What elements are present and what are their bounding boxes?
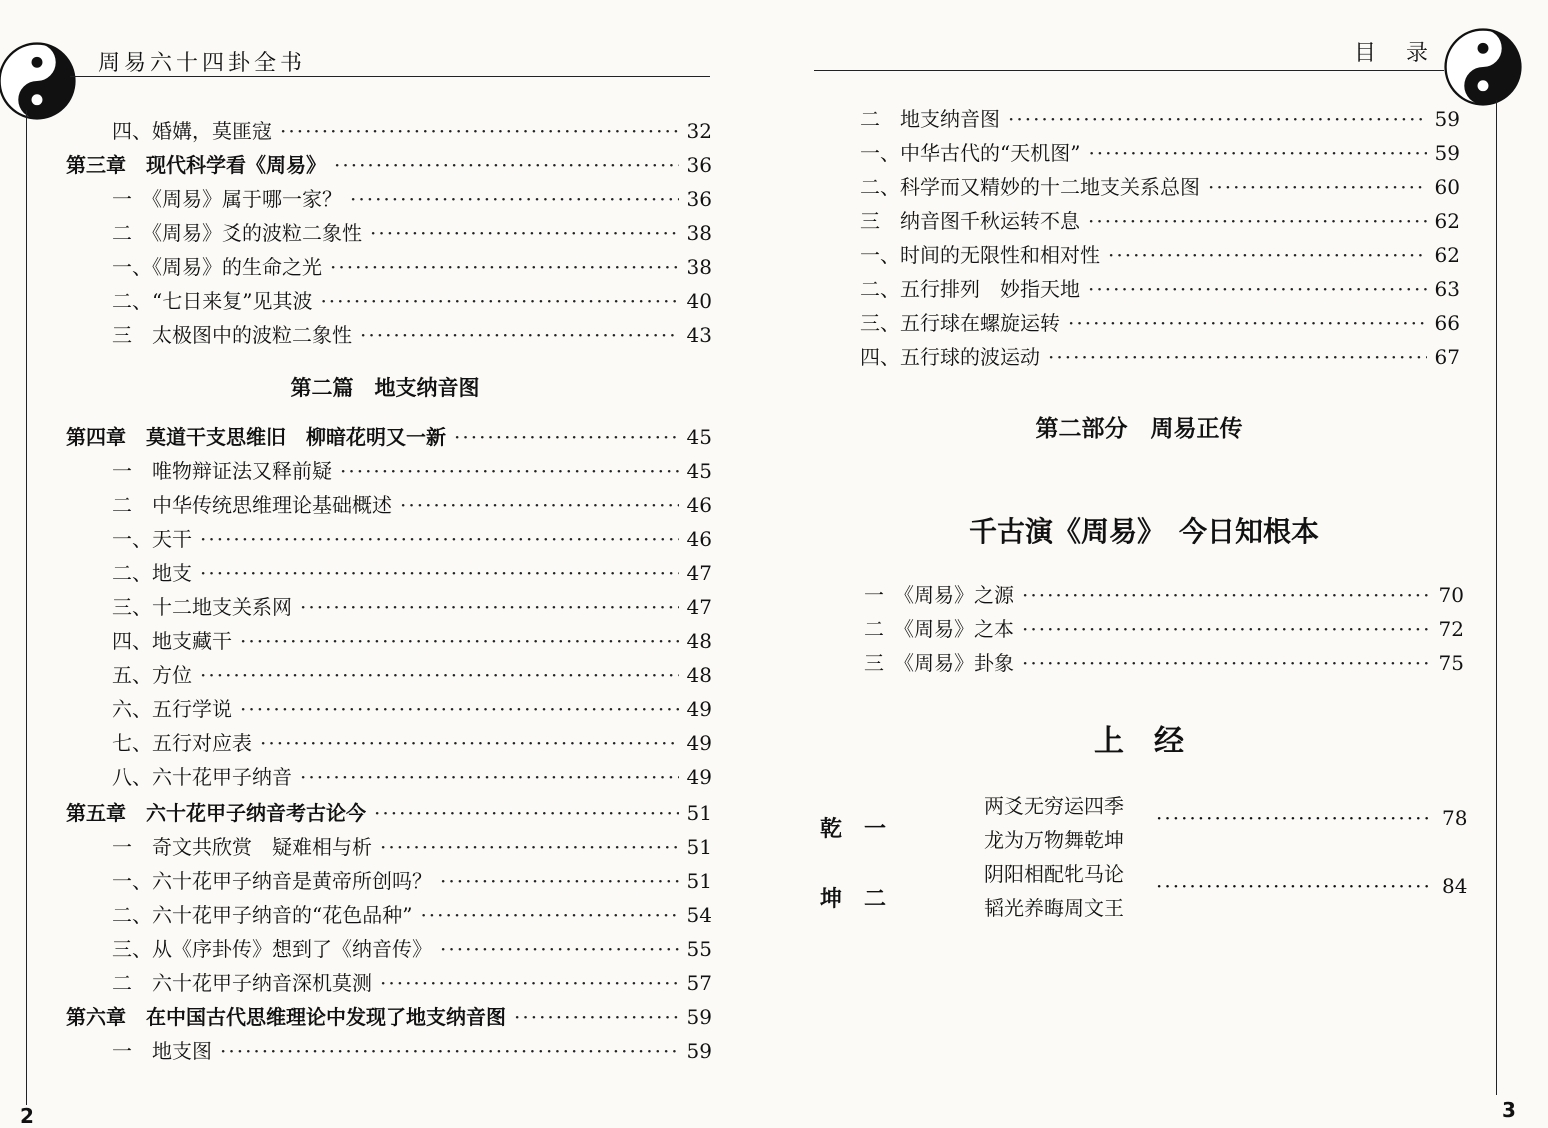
- toc-entry-title: 二、六十花甲子纳音的“花色品种”: [112, 903, 413, 927]
- toc-entry-page: 66: [1434, 311, 1460, 335]
- toc-entry[interactable]: [112, 864, 712, 898]
- toc-entry-page: 55: [686, 937, 712, 961]
- toc-entry[interactable]: [112, 658, 712, 692]
- leader-dots: [1022, 578, 1431, 612]
- toc-entry-title: 二 《周易》爻的波粒二象性: [112, 221, 362, 245]
- toc-entry-page: 49: [686, 765, 712, 789]
- toc-entry-page: 59: [1434, 107, 1460, 131]
- toc-entry-title: 一 《周易》之源: [864, 583, 1014, 607]
- leader-dots: [370, 216, 679, 250]
- toc-entry-page: 46: [686, 493, 712, 517]
- toc-entry-title: 第六章 在中国古代思维理论中发现了地支纳音图: [66, 1005, 506, 1029]
- page-number: 3: [1502, 1098, 1516, 1122]
- toc-entry-title: 一、六十花甲子纳音是黄帝所创吗？: [112, 869, 432, 893]
- toc-entry-title: 一、《周易》的生命之光: [112, 255, 322, 279]
- leader-dots: [440, 864, 679, 898]
- toc-entry-page: 48: [686, 629, 712, 653]
- toc-entry-page: 59: [1434, 141, 1460, 165]
- toc-entry[interactable]: [112, 966, 712, 1000]
- toc-entry[interactable]: [112, 692, 712, 726]
- toc-entry-page: 48: [686, 663, 712, 687]
- toc-entry-title: 一 唯物辩证法又释前疑: [112, 459, 332, 483]
- toc-entry-page: 59: [686, 1005, 712, 1029]
- leader-dots: [300, 590, 679, 624]
- leader-dots: [1108, 238, 1427, 272]
- part-heading: 第二篇 地支纳音图: [290, 376, 480, 400]
- gua-name-kun: 坤 二: [820, 887, 887, 912]
- toc-entry[interactable]: [112, 932, 712, 966]
- toc-entry-page: 46: [686, 527, 712, 551]
- page-number: 2: [20, 1104, 34, 1128]
- toc-entry-title: 一 《周易》属于哪一家？: [112, 187, 342, 211]
- toc-entry-title: 三、从《序卦传》想到了《纳音传》: [112, 937, 432, 961]
- leader-dots: [260, 726, 679, 760]
- section-heading: 千古演《周易》 今日知根本: [968, 515, 1319, 548]
- leader-dots: [400, 488, 679, 522]
- toc-entry[interactable]: [112, 250, 712, 284]
- toc-entry-page: 70: [1438, 583, 1464, 607]
- leader-dots: [350, 182, 679, 216]
- toc-entry[interactable]: [112, 830, 712, 864]
- toc-entry[interactable]: [66, 1000, 712, 1034]
- toc-entry-page: 51: [686, 801, 712, 825]
- leader-dots: [360, 318, 679, 352]
- toc-entry-page: 38: [686, 221, 712, 245]
- gua-name-qian: 乾 一: [820, 817, 887, 842]
- leader-dots: [1048, 340, 1427, 374]
- gua-line: 韬光养晦周文王: [984, 896, 1124, 920]
- leader-dots: [300, 760, 679, 794]
- toc-entry-page: 45: [686, 425, 712, 449]
- toc-entry-title: 四、五行球的波运动: [860, 345, 1040, 369]
- leader-dots: [200, 658, 679, 692]
- toc-entry[interactable]: [864, 612, 1464, 646]
- toc-entry-page: 54: [686, 903, 712, 927]
- toc-entry-page: 38: [686, 255, 712, 279]
- toc-entry[interactable]: [112, 284, 712, 318]
- toc-entry[interactable]: [864, 578, 1464, 612]
- toc-entry-title: 二、科学而又精妙的十二地支关系总图: [860, 175, 1200, 199]
- gua-line: 龙为万物舞乾坤: [984, 828, 1124, 852]
- gua-line: 阴阳相配牝马论: [984, 862, 1124, 886]
- leader-dots: [1156, 874, 1432, 898]
- toc-entry[interactable]: [860, 306, 1460, 340]
- toc-entry-page: 49: [686, 697, 712, 721]
- toc-entry-title: 三 《周易》卦象: [864, 651, 1014, 675]
- leader-dots: [1088, 136, 1426, 170]
- leader-dots: [514, 1000, 679, 1034]
- yin-yang-icon: [0, 42, 76, 120]
- toc-entry[interactable]: [112, 898, 712, 932]
- toc-entry-title: 二、五行排列 妙指天地: [860, 277, 1080, 301]
- toc-entry-page: 40: [686, 289, 712, 313]
- toc-entry-page: 49: [686, 731, 712, 755]
- toc-entry-title: 三、五行球在螺旋运转: [860, 311, 1060, 335]
- leader-dots: [280, 114, 679, 148]
- toc-entry-page: 57: [686, 971, 712, 995]
- toc-entry-title: 第四章 莫道干支思维旧 柳暗花明又一新: [66, 425, 446, 449]
- toc-entry-title: 二 六十花甲子纳音深机莫测: [112, 971, 372, 995]
- toc-entry[interactable]: [112, 590, 712, 624]
- yin-yang-icon: [1444, 28, 1522, 106]
- toc-entry-page: 47: [686, 561, 712, 585]
- gua-line: 两爻无穷运四季: [984, 794, 1124, 818]
- toc-entry-page: 60: [1434, 175, 1460, 199]
- leader-dots: [380, 966, 679, 1000]
- leader-dots: [200, 522, 679, 556]
- toc-entry-title: 第五章 六十花甲子纳音考古论今: [66, 801, 366, 825]
- toc-entry-page: 51: [686, 869, 712, 893]
- leader-dots: [220, 1034, 679, 1068]
- toc-entry-title: 三 太极图中的波粒二象性: [112, 323, 352, 347]
- toc-entry[interactable]: [860, 340, 1460, 374]
- toc-entry-title: 一 地支图: [112, 1039, 212, 1063]
- toc-entry[interactable]: [112, 488, 712, 522]
- toc-entry-page: 36: [686, 187, 712, 211]
- toc-entry-title: 一 奇文共欣赏 疑难相与析: [112, 835, 372, 859]
- toc-entry-title: 八、六十花甲子纳音: [112, 765, 292, 789]
- toc-entry[interactable]: [860, 204, 1460, 238]
- header-title: 周易六十四卦全书: [98, 51, 307, 76]
- toc-entry-page: 67: [1434, 345, 1460, 369]
- toc-entry-title: 四、地支藏干: [112, 629, 232, 653]
- gua-page[interactable]: 84: [1442, 874, 1468, 898]
- leader-dots: [1022, 646, 1431, 680]
- header-rule: [70, 76, 710, 77]
- gua-page[interactable]: 78: [1442, 806, 1468, 830]
- leader-dots: [1156, 806, 1432, 830]
- toc-entry-page: 43: [686, 323, 712, 347]
- leader-dots: [200, 556, 679, 590]
- toc-entry[interactable]: [112, 522, 712, 556]
- toc-entry[interactable]: [66, 420, 712, 454]
- toc-entry-title: 六、五行学说: [112, 697, 232, 721]
- header-rule: [814, 70, 1444, 71]
- leader-dots: [374, 796, 679, 830]
- jing-heading: 上 经: [1094, 724, 1184, 759]
- toc-entry[interactable]: [66, 148, 712, 182]
- leader-dots: [1022, 612, 1431, 646]
- toc-entry-page: 36: [686, 153, 712, 177]
- leader-dots: [1008, 102, 1427, 136]
- toc-entry[interactable]: [112, 114, 712, 148]
- toc-entry[interactable]: [860, 272, 1460, 306]
- side-rule: [26, 110, 27, 1105]
- toc-entry-title: 二、地支: [112, 561, 192, 585]
- toc-entry-page: 59: [686, 1039, 712, 1063]
- leader-dots: [454, 420, 679, 454]
- toc-entry[interactable]: [860, 170, 1460, 204]
- leader-dots: [340, 454, 679, 488]
- leader-dots: [440, 932, 679, 966]
- toc-entry[interactable]: [112, 1034, 712, 1068]
- toc-entry-title: 二 中华传统思维理论基础概述: [112, 493, 392, 517]
- toc-entry-title: 二、“七日来复”见其波: [112, 289, 313, 313]
- right-page: [774, 0, 1548, 1128]
- leader-dots: [240, 624, 679, 658]
- toc-entry[interactable]: [112, 454, 712, 488]
- toc-entry[interactable]: [860, 102, 1460, 136]
- leader-dots: [240, 692, 679, 726]
- leader-dots: [1208, 170, 1427, 204]
- toc-entry[interactable]: [112, 624, 712, 658]
- toc-entry-page: 75: [1438, 651, 1464, 675]
- toc-entry[interactable]: [112, 216, 712, 250]
- toc-entry-title: 三、十二地支关系网: [112, 595, 292, 619]
- toc-entry-page: 62: [1434, 243, 1460, 267]
- toc-entry[interactable]: [112, 182, 712, 216]
- toc-entry-title: 二 《周易》之本: [864, 617, 1014, 641]
- toc-entry-title: 一、中华古代的“天机图”: [860, 141, 1081, 165]
- toc-entry-title: 第三章 现代科学看《周易》: [66, 153, 326, 177]
- toc-entry[interactable]: [66, 796, 712, 830]
- toc-entry-title: 三 纳音图千秋运转不息: [860, 209, 1080, 233]
- toc-entry-page: 45: [686, 459, 712, 483]
- part-heading: 第二部分 周易正传: [1035, 416, 1243, 442]
- toc-entry[interactable]: [860, 136, 1460, 170]
- leader-dots: [1088, 272, 1427, 306]
- leader-dots: [420, 898, 678, 932]
- leader-dots: [330, 250, 679, 284]
- toc-entry[interactable]: [864, 646, 1464, 680]
- toc-entry[interactable]: [860, 238, 1460, 272]
- toc-entry-page: 72: [1438, 617, 1464, 641]
- toc-entry-title: 四、婚媾，莫匪寇: [112, 119, 272, 143]
- leader-dots: [1088, 204, 1427, 238]
- toc-entry[interactable]: [112, 318, 712, 352]
- side-rule: [1496, 100, 1497, 1095]
- toc-entry[interactable]: [112, 760, 712, 794]
- toc-entry[interactable]: [112, 556, 712, 590]
- header-title: 目 录: [1354, 41, 1433, 66]
- toc-entry-title: 五、方位: [112, 663, 192, 687]
- leader-dots: [380, 830, 679, 864]
- toc-entry-page: 63: [1434, 277, 1460, 301]
- leader-dots: [1068, 306, 1427, 340]
- toc-entry-title: 一、天干: [112, 527, 192, 551]
- leader-dots: [320, 284, 678, 318]
- toc-entry-page: 32: [686, 119, 712, 143]
- toc-entry-title: 七、五行对应表: [112, 731, 252, 755]
- toc-entry-page: 62: [1434, 209, 1460, 233]
- toc-entry-page: 51: [686, 835, 712, 859]
- toc-entry[interactable]: [112, 726, 712, 760]
- toc-entry-title: 一、时间的无限性和相对性: [860, 243, 1100, 267]
- toc-entry-page: 47: [686, 595, 712, 619]
- toc-entry-title: 二 地支纳音图: [860, 107, 1000, 131]
- leader-dots: [334, 148, 679, 182]
